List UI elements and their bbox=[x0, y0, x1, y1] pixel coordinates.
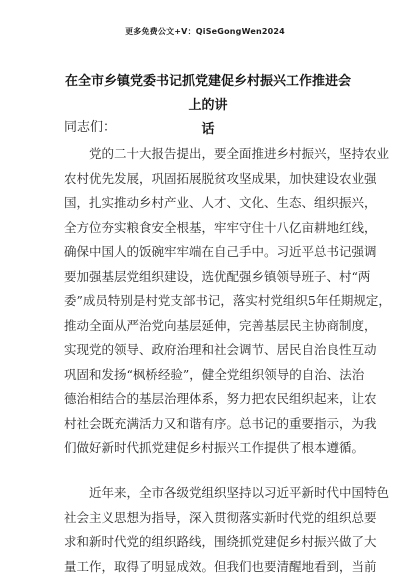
salutation: 同志们： bbox=[64, 120, 117, 135]
paragraph-line: 党的二十大报告提出，要全面推进乡村振兴，坚持农业 bbox=[89, 146, 390, 161]
paragraph-line: 求和新时代党的组织路线，围绕抓党建促乡村振兴做了大 bbox=[64, 534, 377, 549]
header-note: 更多免费公文+V：QiSeGongWen2024 bbox=[125, 27, 285, 36]
paragraph-line: 全方位夯实粮食安全根基，牢牢守住十八亿亩耕地红线， bbox=[64, 219, 377, 235]
body-paragraph bbox=[64, 481, 390, 579]
paragraph-line: 社会主义思想为指导，深入贯彻落实新时代党的组织总要 bbox=[64, 509, 377, 525]
paragraph-line: 近年来，全市各级党组织坚持以习近平新时代中国特色 bbox=[89, 485, 390, 500]
paragraph-line: 村社会既充满活力又和谐有序。总书记的重要指示，为我 bbox=[64, 415, 377, 431]
paragraph-line: 国，扎实推动乡村产业、人才、文化、生态、组织振兴， bbox=[64, 195, 377, 210]
paragraph-line: 委”成员特别是村党支部书记，落实村党组织5年任期规定， bbox=[64, 293, 391, 308]
paragraph-line: 推动全面从严治党向基层延伸，完善基层民主协商制度， bbox=[64, 317, 377, 333]
paragraph-line: 实现党的领导、政府治理和社会调节、居民自治良性互动 bbox=[64, 342, 377, 357]
document-title-line: 话 bbox=[201, 122, 215, 137]
body-paragraph bbox=[64, 142, 391, 461]
paragraph-line: 要加强基层党组织建设，选优配强乡镇领导班子、村“两 bbox=[64, 268, 371, 284]
paragraph-line: 们做好新时代抓党建促乡村振兴工作提供了根本遵循。 bbox=[64, 440, 365, 455]
paragraph-line: 量工作，取得了明显成效。但我们也要清醒地看到，当前 bbox=[64, 558, 377, 574]
paragraph-line: 确保中国人的饭碗牢牢端在自己手中。习近平总书记强调 bbox=[64, 244, 377, 259]
paragraph-line: 农村优先发展，巩固拓展脱贫攻坚成果，加快建设农业强 bbox=[64, 170, 377, 186]
paragraph-line: 巩固和发扬“枫桥经验”，健全党组织领导的自治、法治 bbox=[64, 366, 365, 382]
paragraph-line: 德治相结合的基层治理体系，努力把农民组织起来，让农 bbox=[64, 391, 377, 406]
document-title-line: 在全市乡镇党委书记抓党建促乡村振兴工作推进会上的讲 bbox=[64, 74, 351, 113]
